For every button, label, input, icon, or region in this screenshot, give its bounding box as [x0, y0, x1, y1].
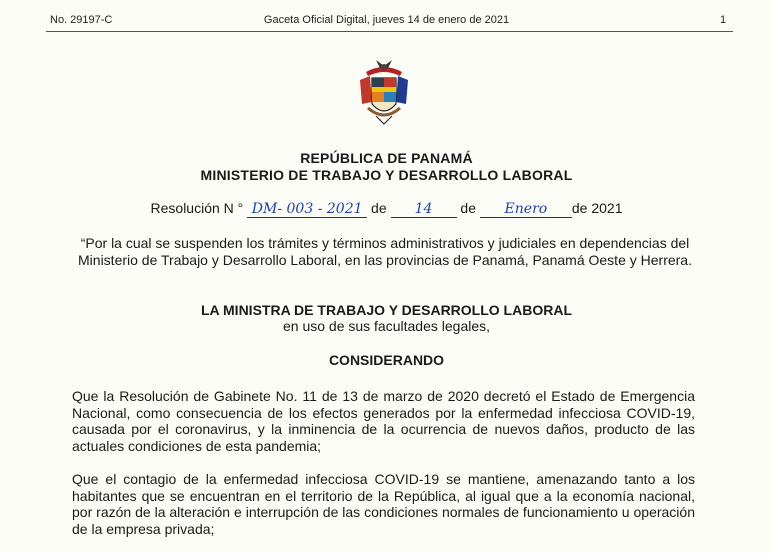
header-divider: [46, 31, 733, 32]
considerando-paragraph-1: Que la Resolución de Gabinete No. 11 de 13 de marzo de 2020 decretó el Estado de Emergencia Nacional, como consecuencia de los efectos generados por la enfermedad infecciosa COVID-19, causada por el coronavirus, y la inminencia de la ocurrencia de nuevos daños, producto de las actuales condiciones de esta pandemia;: [72, 388, 695, 454]
resolution-day: 14: [391, 201, 457, 218]
resolution-purpose: “Por la cual se suspenden los trámites y términos administrativos y judiciales en dependencias del Ministerio de Trabajo y Desarrollo Laboral, en las provincias de Panamá, Panamá Oeste y Herrera.: [78, 235, 692, 268]
resolution-prefix: Resolución N °: [150, 200, 244, 216]
resolution-de-2: de: [460, 200, 476, 216]
resolution-line: [0, 200, 773, 218]
resolution-de-1: de: [371, 200, 387, 216]
resolution-year: de 2021: [571, 200, 623, 216]
ministry-heading: MINISTERIO DE TRABAJO Y DESARROLLO LABORAL: [200, 167, 573, 183]
gazette-title: Gaceta Oficial Digital, jueves 14 de enero de 2021: [263, 14, 510, 26]
gazette-header: [0, 0, 773, 34]
resolution-number: DM- 003 - 2021: [247, 201, 367, 218]
considerando-paragraph-2: Que el contagio de la enfermedad infecciosa COVID-19 se mantiene, amenazando tanto a los habitantes que se encuentran en el territorio de la República, al igual que a la economía nacional, por razón de la alteración e interrupción de las condiciones normales de funcionamiento u operación de la empresa privada;: [72, 471, 695, 537]
page-number: 1: [720, 14, 727, 26]
coat-of-arms-icon: [356, 58, 412, 126]
considerando-heading: CONSIDERANDO: [328, 352, 445, 368]
authority-title: LA MINISTRA DE TRABAJO Y DESARROLLO LABORAL: [200, 302, 572, 318]
country-heading: REPÚBLICA DE PANAMÁ: [300, 150, 473, 166]
gazette-number: No. 29197-C: [50, 14, 113, 26]
authority-subtitle: en uso de sus facultades legales,: [282, 318, 491, 334]
resolution-month: Enero: [480, 201, 572, 218]
